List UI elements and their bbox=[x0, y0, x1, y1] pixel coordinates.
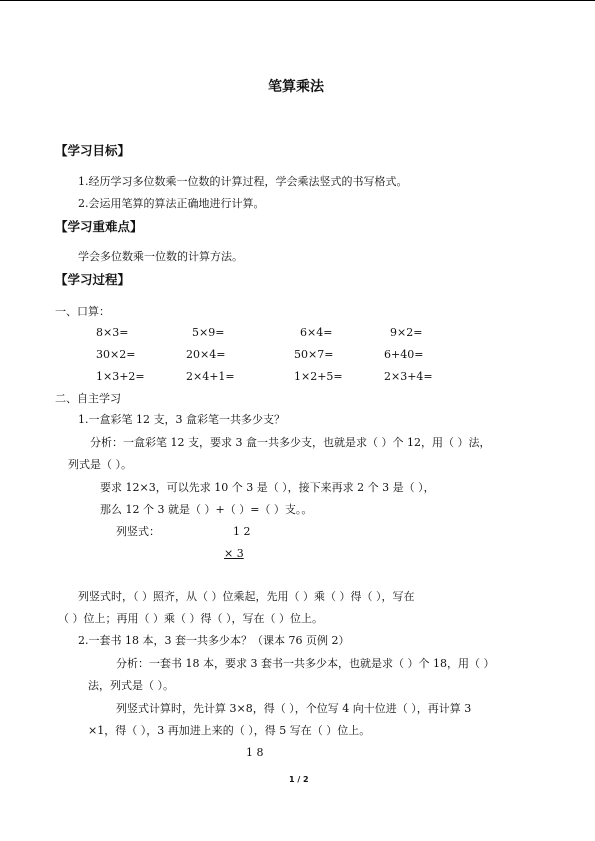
oral-item: 30×2= bbox=[96, 348, 136, 361]
q2-calculation: 列竖式计算时，先计算 3×8，得（ ），个位写 4 向十位进（ ），再计算 3 bbox=[116, 702, 472, 715]
question-1: 1.一盒彩笔 12 支，3 盒彩笔一共多少支？ bbox=[78, 413, 285, 426]
oral-item: 6+40= bbox=[384, 348, 424, 361]
q1-requirement: 那么 12 个 3 就是（ ）+（ ）=（ ）支。。 bbox=[100, 503, 313, 516]
q2-analysis: 法，列式是（ ）。 bbox=[88, 679, 174, 692]
page-title: 笔算乘法 bbox=[268, 79, 324, 95]
key-points-text: 学会多位数乘一位数的计算方法。 bbox=[78, 250, 243, 263]
q2-calculation: ×1，得（ ），3 再加进上来的（ ），得 5 写在（ ）位上。 bbox=[88, 724, 371, 737]
top-border-line bbox=[0, 0, 595, 1]
oral-item: 1×3+2= bbox=[96, 370, 145, 383]
page-number: 1 / 2 bbox=[289, 775, 309, 784]
goal-item: 1.经历学习多位数乘一位数的计算过程，学会乘法竖式的书写格式。 bbox=[78, 175, 408, 188]
vertical-form-label: 列竖式： bbox=[116, 525, 160, 538]
q1-analysis: 分析：一盒彩笔 12 支，要求 3 盒一共多少支，也就是求（ ）个 12，用（ ）法， bbox=[90, 436, 491, 449]
goal-item: 2.会运用笔算的算法正确地进行计算。 bbox=[78, 197, 265, 210]
vertical-form-top: 1 2 bbox=[233, 525, 251, 538]
oral-item: 20×4= bbox=[186, 348, 226, 361]
q2-analysis: 分析：一套书 18 本，要求 3 套书一共多少本，也就是求（ ）个 18，用（ ） bbox=[116, 657, 495, 670]
vertical-note: （ ）位上；再用（ ）乘（ ）得（ ），写在（ ）位上。 bbox=[58, 612, 323, 625]
oral-item: 50×7= bbox=[294, 348, 334, 361]
q1-analysis: 列式是（ ）。 bbox=[68, 458, 132, 471]
process-heading: 【学习过程】 bbox=[55, 272, 131, 287]
oral-item: 9×2= bbox=[390, 326, 423, 339]
self-study-label: 二、自主学习 bbox=[55, 392, 121, 405]
oral-calc-label: 一、口算： bbox=[55, 305, 110, 318]
q1-requirement: 要求 12×3，可以先求 10 个 3 是（ ），接下来再求 2 个 3 是（ ）， bbox=[100, 481, 435, 494]
oral-item: 5×9= bbox=[192, 326, 225, 339]
goals-heading: 【学习目标】 bbox=[55, 143, 131, 158]
key-points-heading: 【学习重难点】 bbox=[55, 219, 143, 234]
q2-vertical-top: 1 8 bbox=[246, 746, 264, 759]
oral-item: 2×3+4= bbox=[384, 370, 433, 383]
oral-item: 1×2+5= bbox=[294, 370, 343, 383]
oral-item: 8×3= bbox=[96, 326, 129, 339]
oral-item: 6×4= bbox=[300, 326, 333, 339]
oral-item: 2×4+1= bbox=[186, 370, 235, 383]
vertical-note: 列竖式时，（ ）照齐，从（ ）位乘起，先用（ ）乘（ ）得（ ），写在 bbox=[78, 590, 415, 603]
question-2: 2.一套书 18 本，3 套一共多少本？（课本 76 页例 2） bbox=[78, 634, 350, 647]
vertical-form-multiplier: × 3 bbox=[224, 547, 244, 560]
